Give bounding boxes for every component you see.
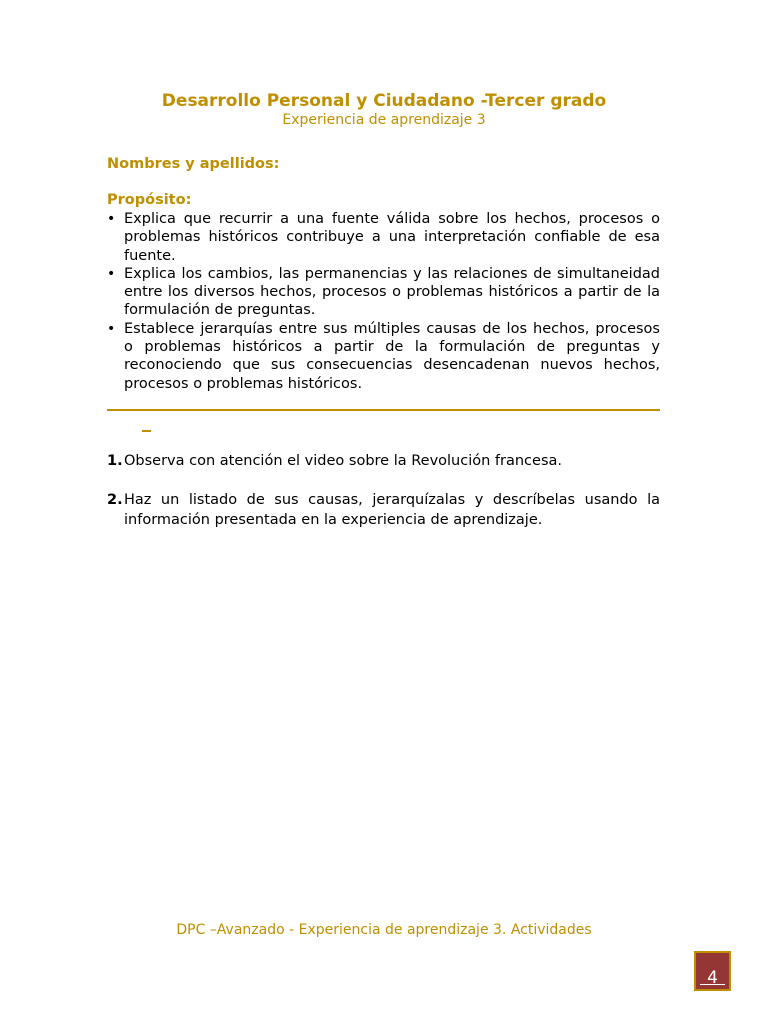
activity-number: 1. — [107, 453, 123, 469]
page-number-underline — [700, 984, 725, 985]
activity-item — [107, 490, 660, 530]
bullet-icon: • — [107, 320, 116, 337]
purpose-item — [107, 265, 660, 320]
page-number-badge — [694, 951, 731, 991]
purpose-item-text: Establece jerarquías entre sus múltiples causas de los hechos, procesos o problemas históricos a partir de la formulación de preguntas y reconociendo que sus consecuencias desencadenan nuevos hechos, procesos o problemas históricos. — [124, 320, 660, 392]
activity-text: Haz un listado de sus causas, jerarquízalas y descríbelas usando la información presentada en la experiencia de aprendizaje. — [124, 492, 660, 528]
divider-line-tail — [142, 430, 151, 432]
activity-number: 2. — [107, 492, 123, 508]
names-label: Nombres y apellidos: — [107, 156, 280, 172]
divider-line — [107, 409, 660, 411]
purpose-list — [107, 210, 660, 393]
purpose-label: Propósito: — [107, 192, 192, 208]
page-footer: DPC –Avanzado - Experiencia de aprendizaje 3. Actividades — [176, 922, 592, 938]
purpose-item — [107, 210, 660, 265]
activity-item — [107, 451, 660, 471]
purpose-item-text: Explica los cambios, las permanencias y las relaciones de simultaneidad entre los diversos hechos, procesos o problemas históricos a partir de la formulación de preguntas. — [124, 265, 660, 319]
page-number: 4 — [707, 968, 718, 988]
purpose-item-text: Explica que recurrir a una fuente válida sobre los hechos, procesos o problemas históricos contribuye a una interpretación confiable de esa fuente. — [124, 211, 660, 264]
document-title: Desarrollo Personal y Ciudadano -Tercer grado — [161, 91, 607, 111]
activity-text: Observa con atención el video sobre la Revolución francesa. — [124, 453, 562, 469]
bullet-icon: • — [107, 211, 116, 227]
document-subtitle: Experiencia de aprendizaje 3 — [282, 112, 486, 128]
bullet-icon: • — [107, 265, 116, 282]
purpose-item — [107, 320, 660, 393]
